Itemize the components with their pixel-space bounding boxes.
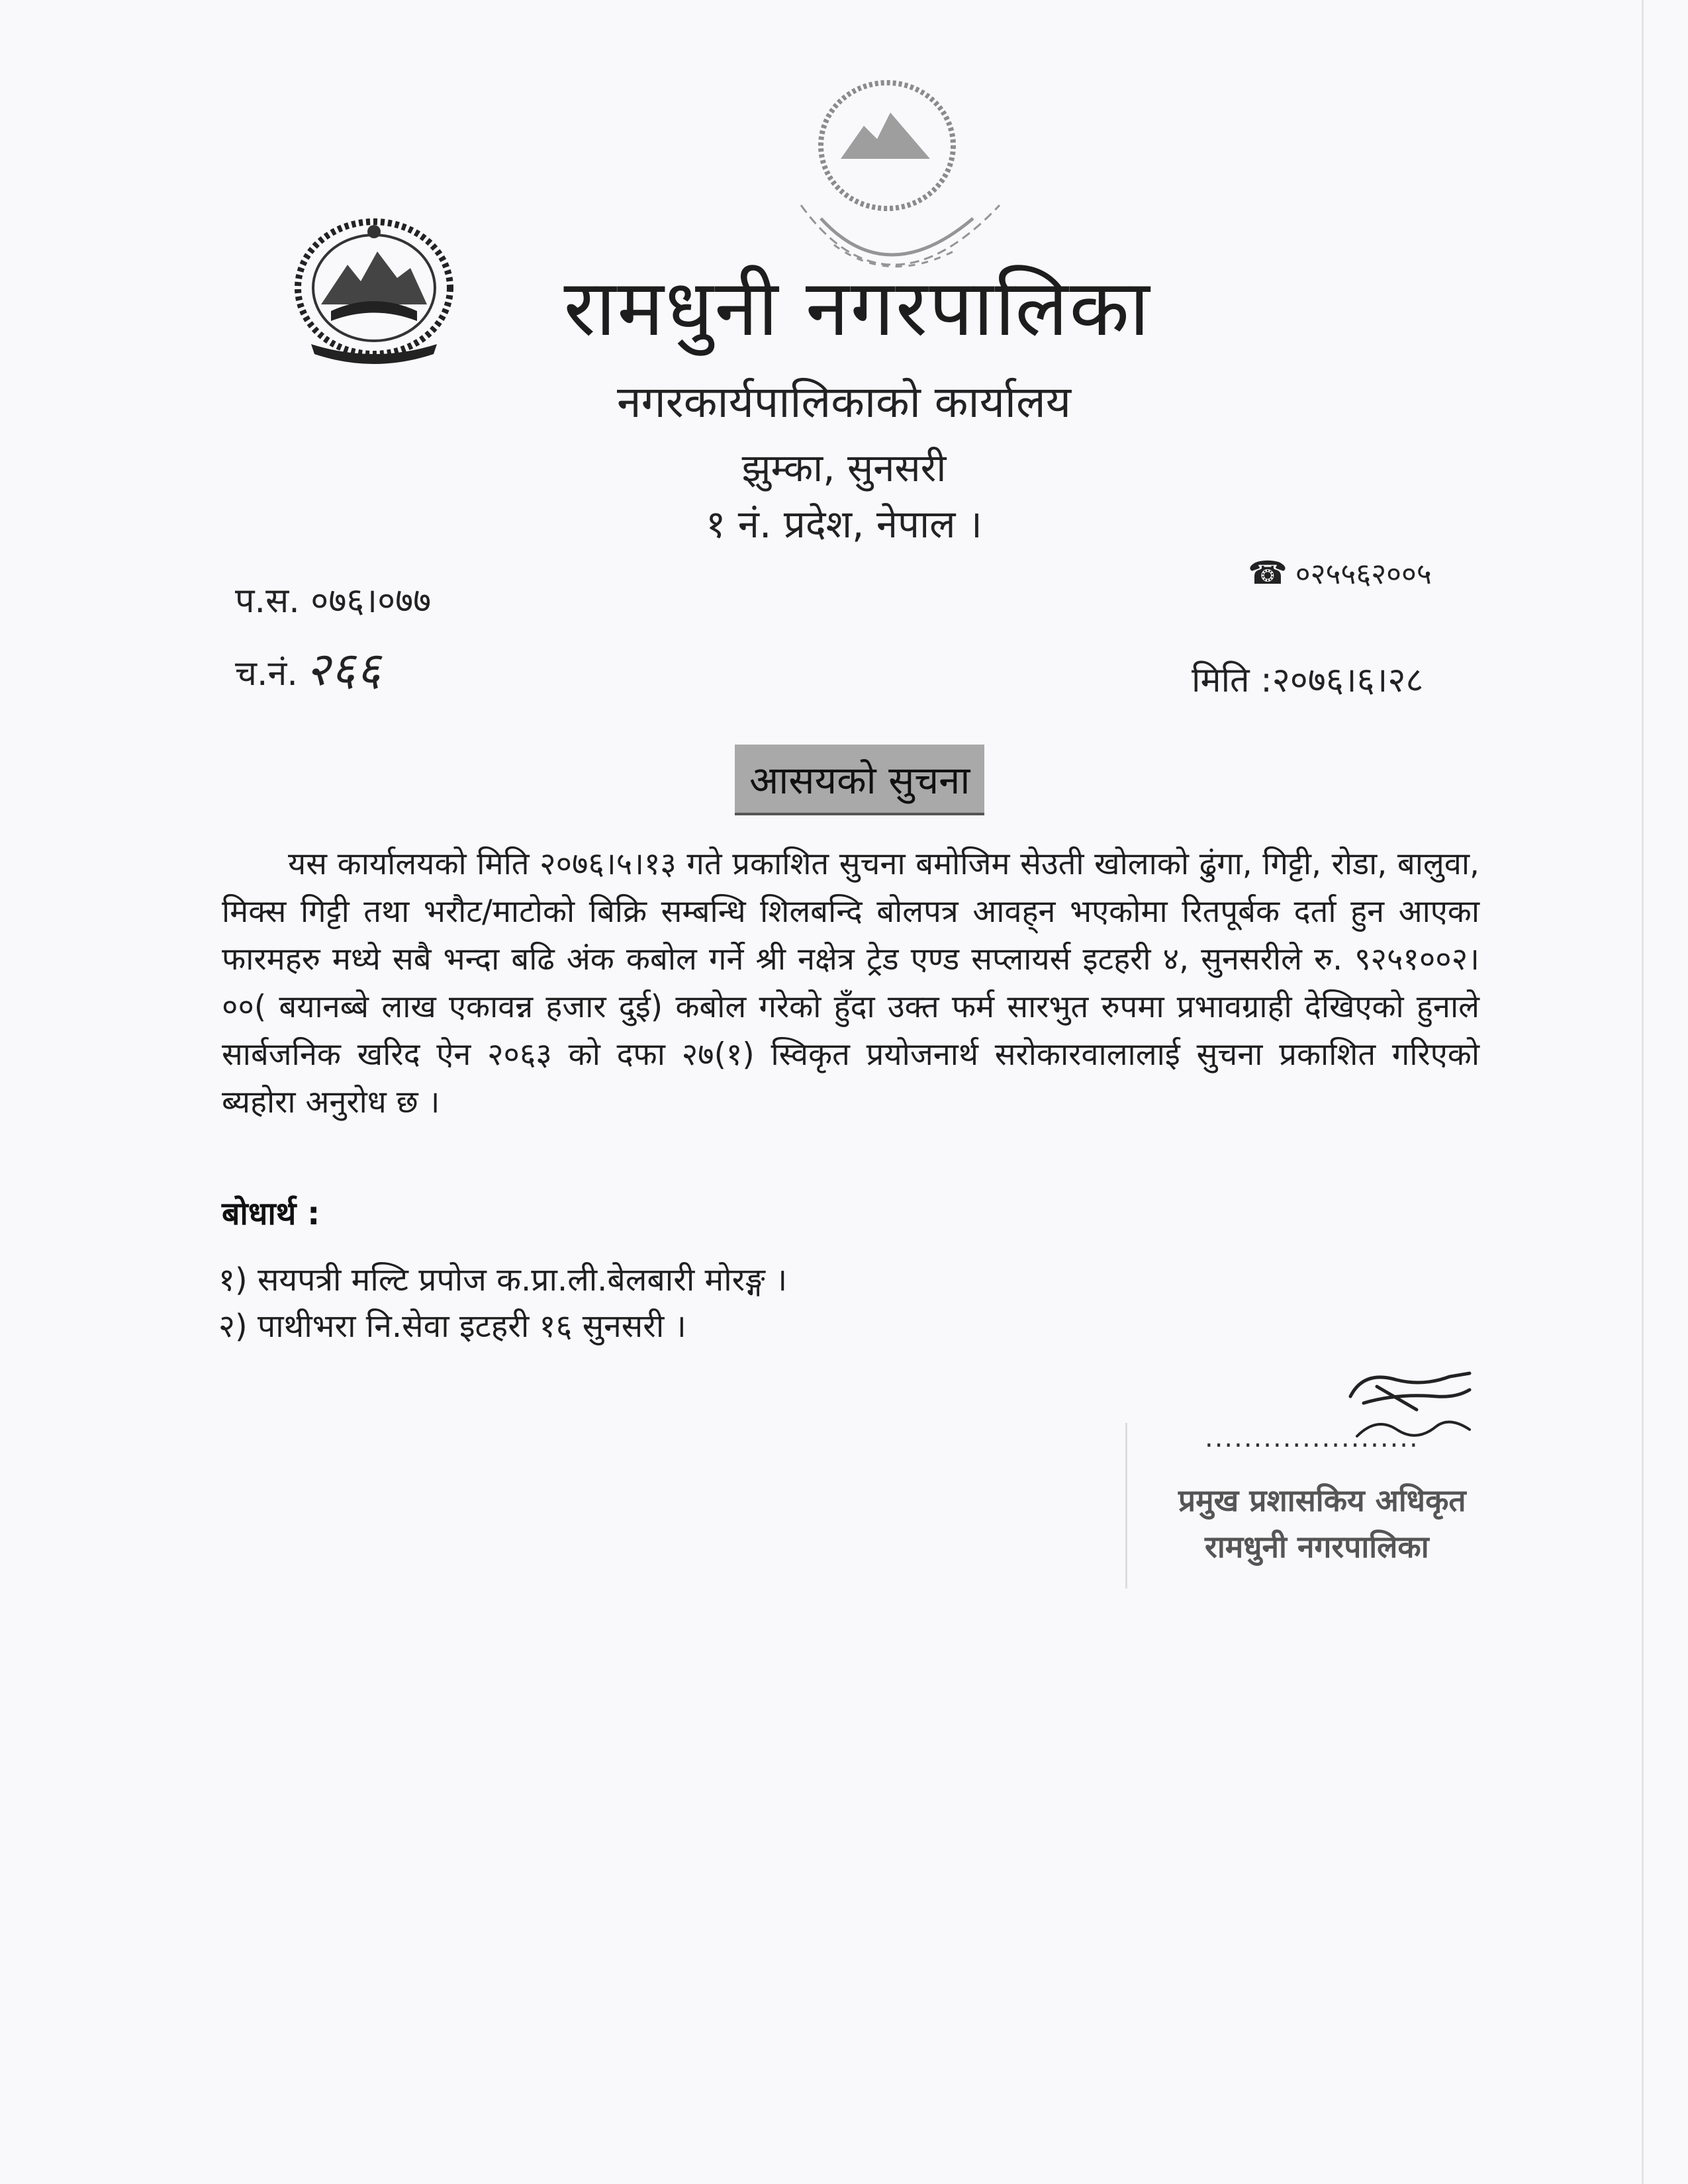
phone-icon: ☎ xyxy=(1248,555,1288,592)
dispatch-label: च.नं. xyxy=(235,654,298,694)
cc-item: २) पाथीभरा नि.सेवा इटहरी १६ सुनसरी । xyxy=(218,1308,686,1345)
address-line-2: १ नं. प्रदेश, नेपाल । xyxy=(706,502,982,547)
letter-date: मिति :२०७६।६।२८ xyxy=(1192,660,1424,700)
signature-line: ...................... xyxy=(1205,1423,1419,1453)
phone-number xyxy=(1248,553,1432,592)
dispatch-number xyxy=(235,635,382,699)
cc-item: १) सयपत्री मल्टि प्रपोज क.प्रा.ली.बेलबारी मोरङ्ग । xyxy=(218,1261,788,1298)
signature-divider xyxy=(1125,1423,1127,1588)
notice-body: यस कार्यालयको मिति २०७६।५।१३ गते प्रकाशित सुचना बमोजिम सेउती खोलाको ढुंगा, गिट्टी, रोडा, बालुवा, मिक्स गिट्टी तथा भरौट/माटोको बिक्रि सम्बन्धि शिलबन्दि बोलपत्र आवह्‌न भएकोमा रितपूर्बक दर्ता हुन आएका फारमहरु मध्ये सबै भन्दा बढि अंक कबोल गर्ने श्री नक्षेत्र ट्रेड एण्ड सप्लायर्स इटहरी ४, सुनसरीले रु. ९२५१००२।००( बयानब्बे लाख एकावन्न हजार दुई) कबोल गरेको हुँदा उक्त फर्म सारभुत रुपमा प्रभावग्राही देखिएको हुनाले सार्बजनिक खरिद ऐन २०६३ को दफा २७(१) स्विकृत प्रयोजनार्थ सरोकारवालालाई सुचना प्रकाशित गरिएको ब्यहोरा अनुरोध छ । xyxy=(222,846,1479,1120)
dispatch-number-value: २६६ xyxy=(305,642,383,696)
notice-heading: आसयको सुचना xyxy=(735,745,984,815)
address-line-1: झुम्का, सुनसरी xyxy=(741,445,947,490)
signatory-organization: रामधुनी नगरपालिका xyxy=(1205,1529,1429,1565)
cc-label: बोधार्थ : xyxy=(222,1195,320,1232)
reference-number: प.स. ०७६।०७७ xyxy=(235,581,432,621)
signatory-title: प्रमुख प्रशासकिय अधिकृत xyxy=(1178,1482,1466,1518)
office-subtitle: नगरकार्यपालिकाको कार्यालय xyxy=(617,377,1071,428)
phone-value: ०२५५६२००५ xyxy=(1295,557,1432,591)
municipality-title: रामधुनी नगरपालिका xyxy=(563,262,1151,353)
